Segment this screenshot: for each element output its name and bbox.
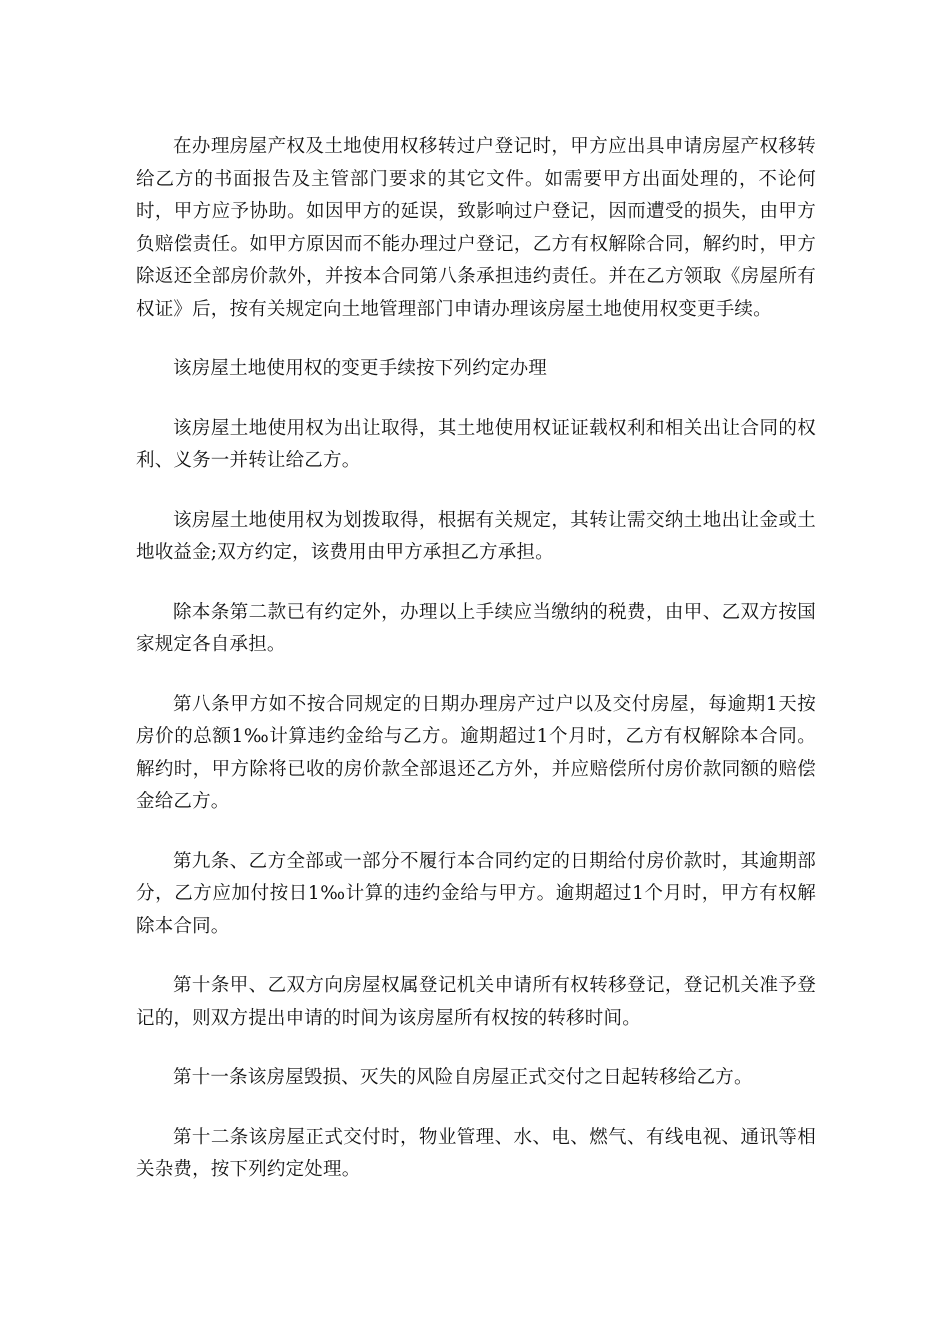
document-body xyxy=(136,131,816,1214)
paragraph-land-transfer-grant: 该房屋土地使用权为出让取得，其土地使用权证证载权利和相关出让合同的权利、义务一并转让给乙方。 xyxy=(136,417,816,471)
paragraph-article-10: 第十条甲、乙双方向房屋权属登记机关申请所有权转移登记，登记机关准予登记的，则双方提出申请的时间为该房屋所有权按的转移时间。 xyxy=(136,975,816,1029)
paragraph-article-11: 第十一条该房屋毁损、灭失的风险自房屋正式交付之日起转移给乙方。 xyxy=(173,1067,753,1088)
paragraph-land-allocation: 该房屋土地使用权为划拨取得，根据有关规定，其转让需交纳土地出让金或土地收益金;双方约定，该费用由甲方承担乙方承担。 xyxy=(136,509,816,563)
paragraph-article-12: 第十二条该房屋正式交付时，物业管理、水、电、燃气、有线电视、通讯等相关杂费，按下列约定处理。 xyxy=(136,1126,816,1180)
paragraph-land-use-change-intro: 该房屋土地使用权的变更手续按下列约定办理 xyxy=(173,358,548,379)
paragraph-title-transfer-registration: 在办理房屋产权及土地使用权移转过户登记时，甲方应出具申请房屋产权移转给乙方的书面报告及主管部门要求的其它文件。如需要甲方出面处理的，不论何时，甲方应予协助。如因甲方的延误，致影响过户登记，因而遭受的损失，由甲方负赔偿责任。如甲方原因而不能办理过户登记，乙方有权解除合同，解约时，甲方除返还全部房价款外，并按本合同第八条承担违约责任。并在乙方领取《房屋所有权证》后，按有关规定向土地管理部门申请办理该房屋土地使用权变更手续。 xyxy=(136,136,816,320)
paragraph-article-9: 第九条、乙方全部或一部分不履行本合同约定的日期给付房价款时，其逾期部分，乙方应加付按日1‰计算的违约金给与甲方。逾期超过1个月时，甲方有权解除本合同。 xyxy=(136,850,816,937)
paragraph-taxes: 除本条第二款已有约定外，办理以上手续应当缴纳的税费，由甲、乙双方按国家规定各自承担。 xyxy=(136,601,816,655)
paragraph-article-8: 第八条甲方如不按合同规定的日期办理房产过户以及交付房屋，每逾期1天按房价的总额1‰计算违约金给与乙方。逾期超过1个月时，乙方有权解除本合同。解约时，甲方除将已收的房价款全部退还乙方外，并应赔偿所付房价款同额的赔偿金给乙方。 xyxy=(136,693,816,812)
